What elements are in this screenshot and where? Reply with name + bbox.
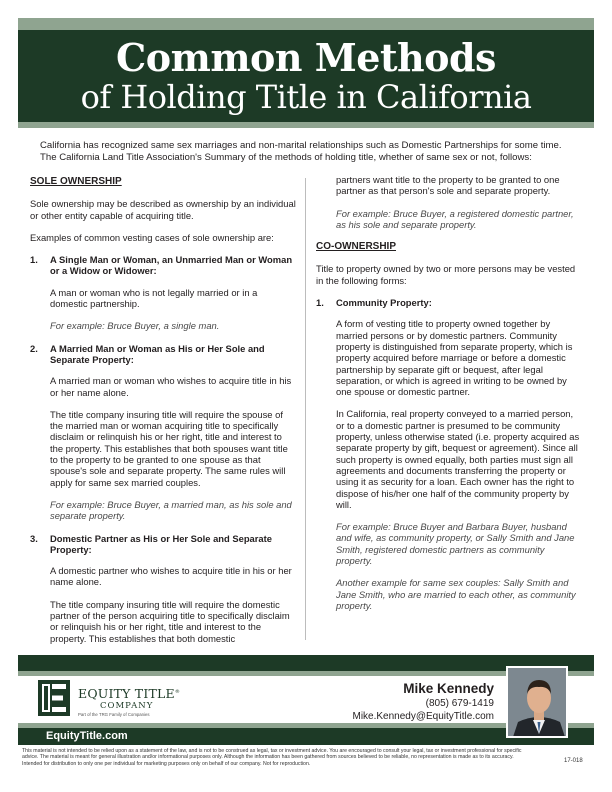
left-column <box>30 176 296 655</box>
item-number: 1. <box>316 297 324 309</box>
item-number: 1. <box>30 254 38 266</box>
item-paragraph: A form of vesting title to property owned together by married persons or by domestic partners. Community property is distinguished from separate property, which is property acquired before marriage or before a domestic partnership by separate gift or bequest, after legal separation, or which is agreed in writing to be owned by one spouse or domestic partner. <box>336 318 573 398</box>
header-bottom-stripe <box>18 122 594 128</box>
column-divider <box>305 178 306 640</box>
registered-mark: ® <box>174 688 181 695</box>
list-item-heading <box>30 533 296 556</box>
sole-description: Sole ownership may be described as ownership by an individual or other entity capable of acquiring title. <box>30 198 296 221</box>
item-title: Community Property: <box>336 297 432 309</box>
item-number: 3. <box>30 532 38 544</box>
item-paragraph: A man or woman who is not legally married or in a domestic partnership. <box>50 286 258 310</box>
list-item-heading <box>30 343 296 366</box>
logo-name <box>78 686 180 701</box>
agent-phone: (805) 679-1419 <box>425 698 494 709</box>
agent-email: Mike.Kennedy@EquityTitle.com <box>352 711 494 722</box>
co-description: Title to property owned by two or more persons may be vested in the following forms: <box>316 263 576 286</box>
item-title: A Single Man or Woman, an Unmarried Man or Woman or a Widow or Widower: <box>50 254 293 277</box>
agent-photo <box>506 666 568 738</box>
agent-portrait-icon <box>508 668 568 738</box>
logo-tagline: Part of the TRG Family of Companies <box>78 712 150 717</box>
item-paragraph: A married man or woman who wishes to acquire title in his or her name alone. <box>50 375 292 398</box>
item-paragraph: The title company insuring title will require the domestic partner of the person acquiring title to specifically disclaim or relinquish his or her right, title and interest to the property. This establishes that both domestic <box>50 598 290 644</box>
list-item-heading <box>30 254 296 277</box>
list-item-heading <box>316 297 582 308</box>
item-example: For example: Bruce Buyer, a single man. <box>50 320 220 332</box>
item-example: For example: Bruce Buyer and Barbara Buyer, husband and wife, as community property, or Sally Smith and Jane Smith, registered domestic partners as community property. <box>336 521 575 567</box>
agent-name: Mike Kennedy <box>403 681 494 696</box>
page-title: Common Methods <box>116 35 496 80</box>
item-paragraph: In California, real property conveyed to a married person, or to a domestic partner is presumed to be community property, unless otherwise stated (i.e. property acquired as separate property by gift, bequest or agreement). Since all such property is owned equally, both parties must sign all agreements and documents transferring the property or using it as security for a loan. Each owner has the right to dispose of his/her one half of the community property by will. <box>336 408 580 510</box>
item-paragraph: A domestic partner who wishes to acquire title in his or her name alone. <box>50 565 292 588</box>
right-column <box>316 174 582 622</box>
legal-disclaimer: This material is not intended to be relied upon as a statement of the law, and is not to be construed as legal, tax or investment advice. You are encouraged to consult your legal, tax or investment professional for specific advice. The material is meant for general illustration and/or informational purposes only. Although the information has been gathered from sources believed to be reliable, no representation is made as to its accuracy. Intended for distribution to only one per individual for marketing purposes only on behalf of our company. Not for reproduction. <box>22 748 522 767</box>
item-example: For example: Bruce Buyer, a married man, as his sole and separate property. <box>50 498 292 522</box>
equity-title-logo-icon <box>38 680 70 716</box>
item-title: A Married Man or Woman as His or Her Sole and Separate Property: <box>50 342 265 365</box>
intro-paragraph: California has recognized same sex marriages and non-marital relationships such as Domestic Partnerships for some time. The California Land Title Association's Summary of the methods of holding title, whether of same sex or not, follows: <box>40 140 562 163</box>
logo-company: COMPANY <box>100 701 154 711</box>
item-example: For example: Bruce Buyer, a registered domestic partner, as his sole and separate property. <box>336 207 574 230</box>
section-heading-co-ownership: CO-OWNERSHIP <box>316 241 396 253</box>
item-number: 2. <box>30 342 38 354</box>
item-paragraph-continued: partners want title to the property to be granted to one partner as that person's sole and separate property. <box>336 174 560 197</box>
website-link[interactable]: EquityTitle.com <box>46 730 128 742</box>
sole-examples-intro: Examples of common vesting cases of sole ownership are: <box>30 231 274 243</box>
company-logo <box>38 680 238 720</box>
item-paragraph: The title company insuring title will require the spouse of the married man or woman acquiring title to specifically disclaim or relinquish his or her right, title and interest to the property. This establishes that both spouses want title to the property to be granted to one spouse as that spouse's sole and separate property. The same rules will apply for same sex married couples. <box>50 408 288 488</box>
section-heading-sole-ownership: SOLE OWNERSHIP <box>30 176 122 187</box>
item-title: Domestic Partner as His or Her Sole and Separate Property: <box>50 532 272 555</box>
document-code: 17-018 <box>564 758 583 764</box>
item-example: Another example for same sex couples: Sally Smith and Jane Smith, who are married to each other, as community property. <box>336 577 576 611</box>
page-subtitle: of Holding Title in California <box>80 78 532 116</box>
logo-name-text: EQUITY TITLE <box>78 686 175 701</box>
title-banner <box>18 30 594 122</box>
header-top-stripe <box>18 18 594 30</box>
